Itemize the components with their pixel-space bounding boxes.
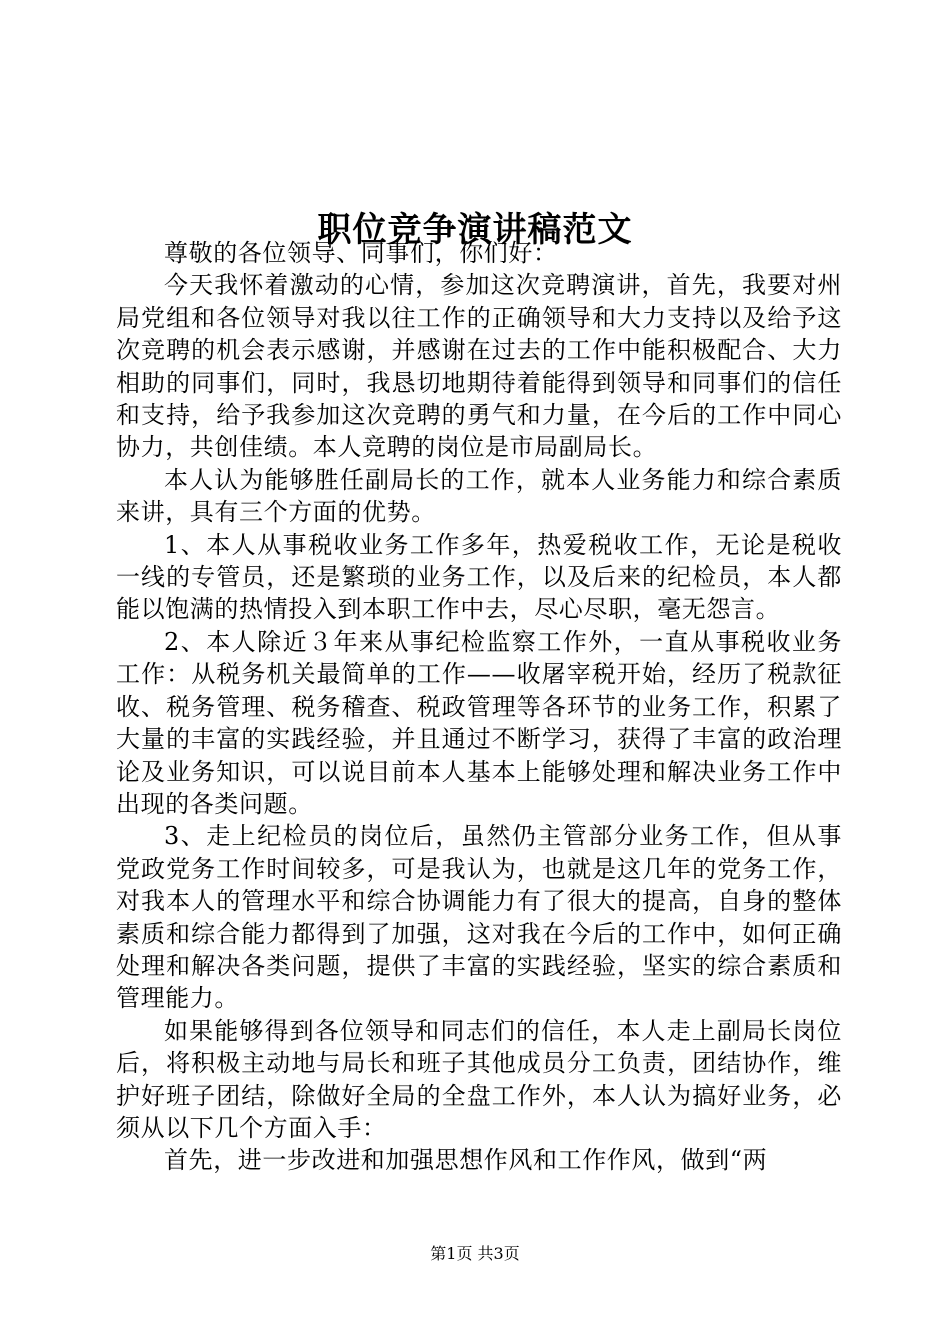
document-title: 职位竞争演讲稿范文 (317, 209, 633, 250)
paragraph-first-step: 首先，进一步改进和加强思想作风和工作作风，做到“两 (164, 1146, 768, 1175)
paragraph-intro: 今天我怀着激动的心情，参加这次竞聘演讲，首先，我要对州局党组和各位领导对我以往工作的正确领导和大力支持以及给予这次竞聘的机会表示感谢，并感谢在过去的工作中能积极配合、大力相助的同事们，同时，我恳切地期待着能得到领导和同事们的信任和支持，给予我参加这次竞聘的勇气和力量，在今后的工作中同心协力，共创佳绩。本人竞聘的岗位是市局副局长。 (116, 271, 842, 462)
page-number: 第1页 共3页 (430, 1244, 520, 1263)
paragraph-point-3: 3、走上纪检员的岗位后，虽然仍主管部分业务工作，但从事党政党务工作时间较多，可是我认为，也就是这几年的党务工作，对我本人的管理水平和综合协调能力有了很大的提高，自身的整体素质和综合能力都得到了加强，这对我在今后的工作中，如何正确处理和解决各类问题，提供了丰富的实践经验，坚实的综合素质和管理能力。 (116, 822, 842, 1013)
paragraph-point-2: 2、本人除近３年来从事纪检监察工作外，一直从事税收业务工作：从税务机关最简单的工作——收屠宰税开始，经历了税款征收、税务管理、税务稽查、税政管理等各环节的业务工作，积累了大量的丰富的实践经验，并且通过不断学习，获得了丰富的政治理论及业务知识，可以说目前本人基本上能够处理和解决业务工作中出现的各类问题。 (116, 627, 842, 818)
document-body (116, 237, 842, 1177)
paragraph-point-1: 1、本人从事税收业务工作多年，热爱税收工作，无论是税收一线的专管员，还是繁琐的业务工作，以及后来的纪检员，本人都能以饱满的热情投入到本职工作中去，尽心尽职，毫无怨言。 (116, 530, 842, 624)
paragraph-plan: 如果能够得到各位领导和同志们的信任，本人走上副局长岗位后，将积极主动地与局长和班子其他成员分工负责，团结协作，维护好班子团结，除做好全局的全盘工作外，本人认为搞好业务，必须从以下几个方面入手： (116, 1016, 842, 1142)
paragraph-greeting: 尊敬的各位领导、同事们，你们好： (164, 239, 558, 267)
paragraph-advantages: 本人认为能够胜任副局长的工作，就本人业务能力和综合素质来讲，具有三个方面的优势。 (116, 465, 842, 527)
